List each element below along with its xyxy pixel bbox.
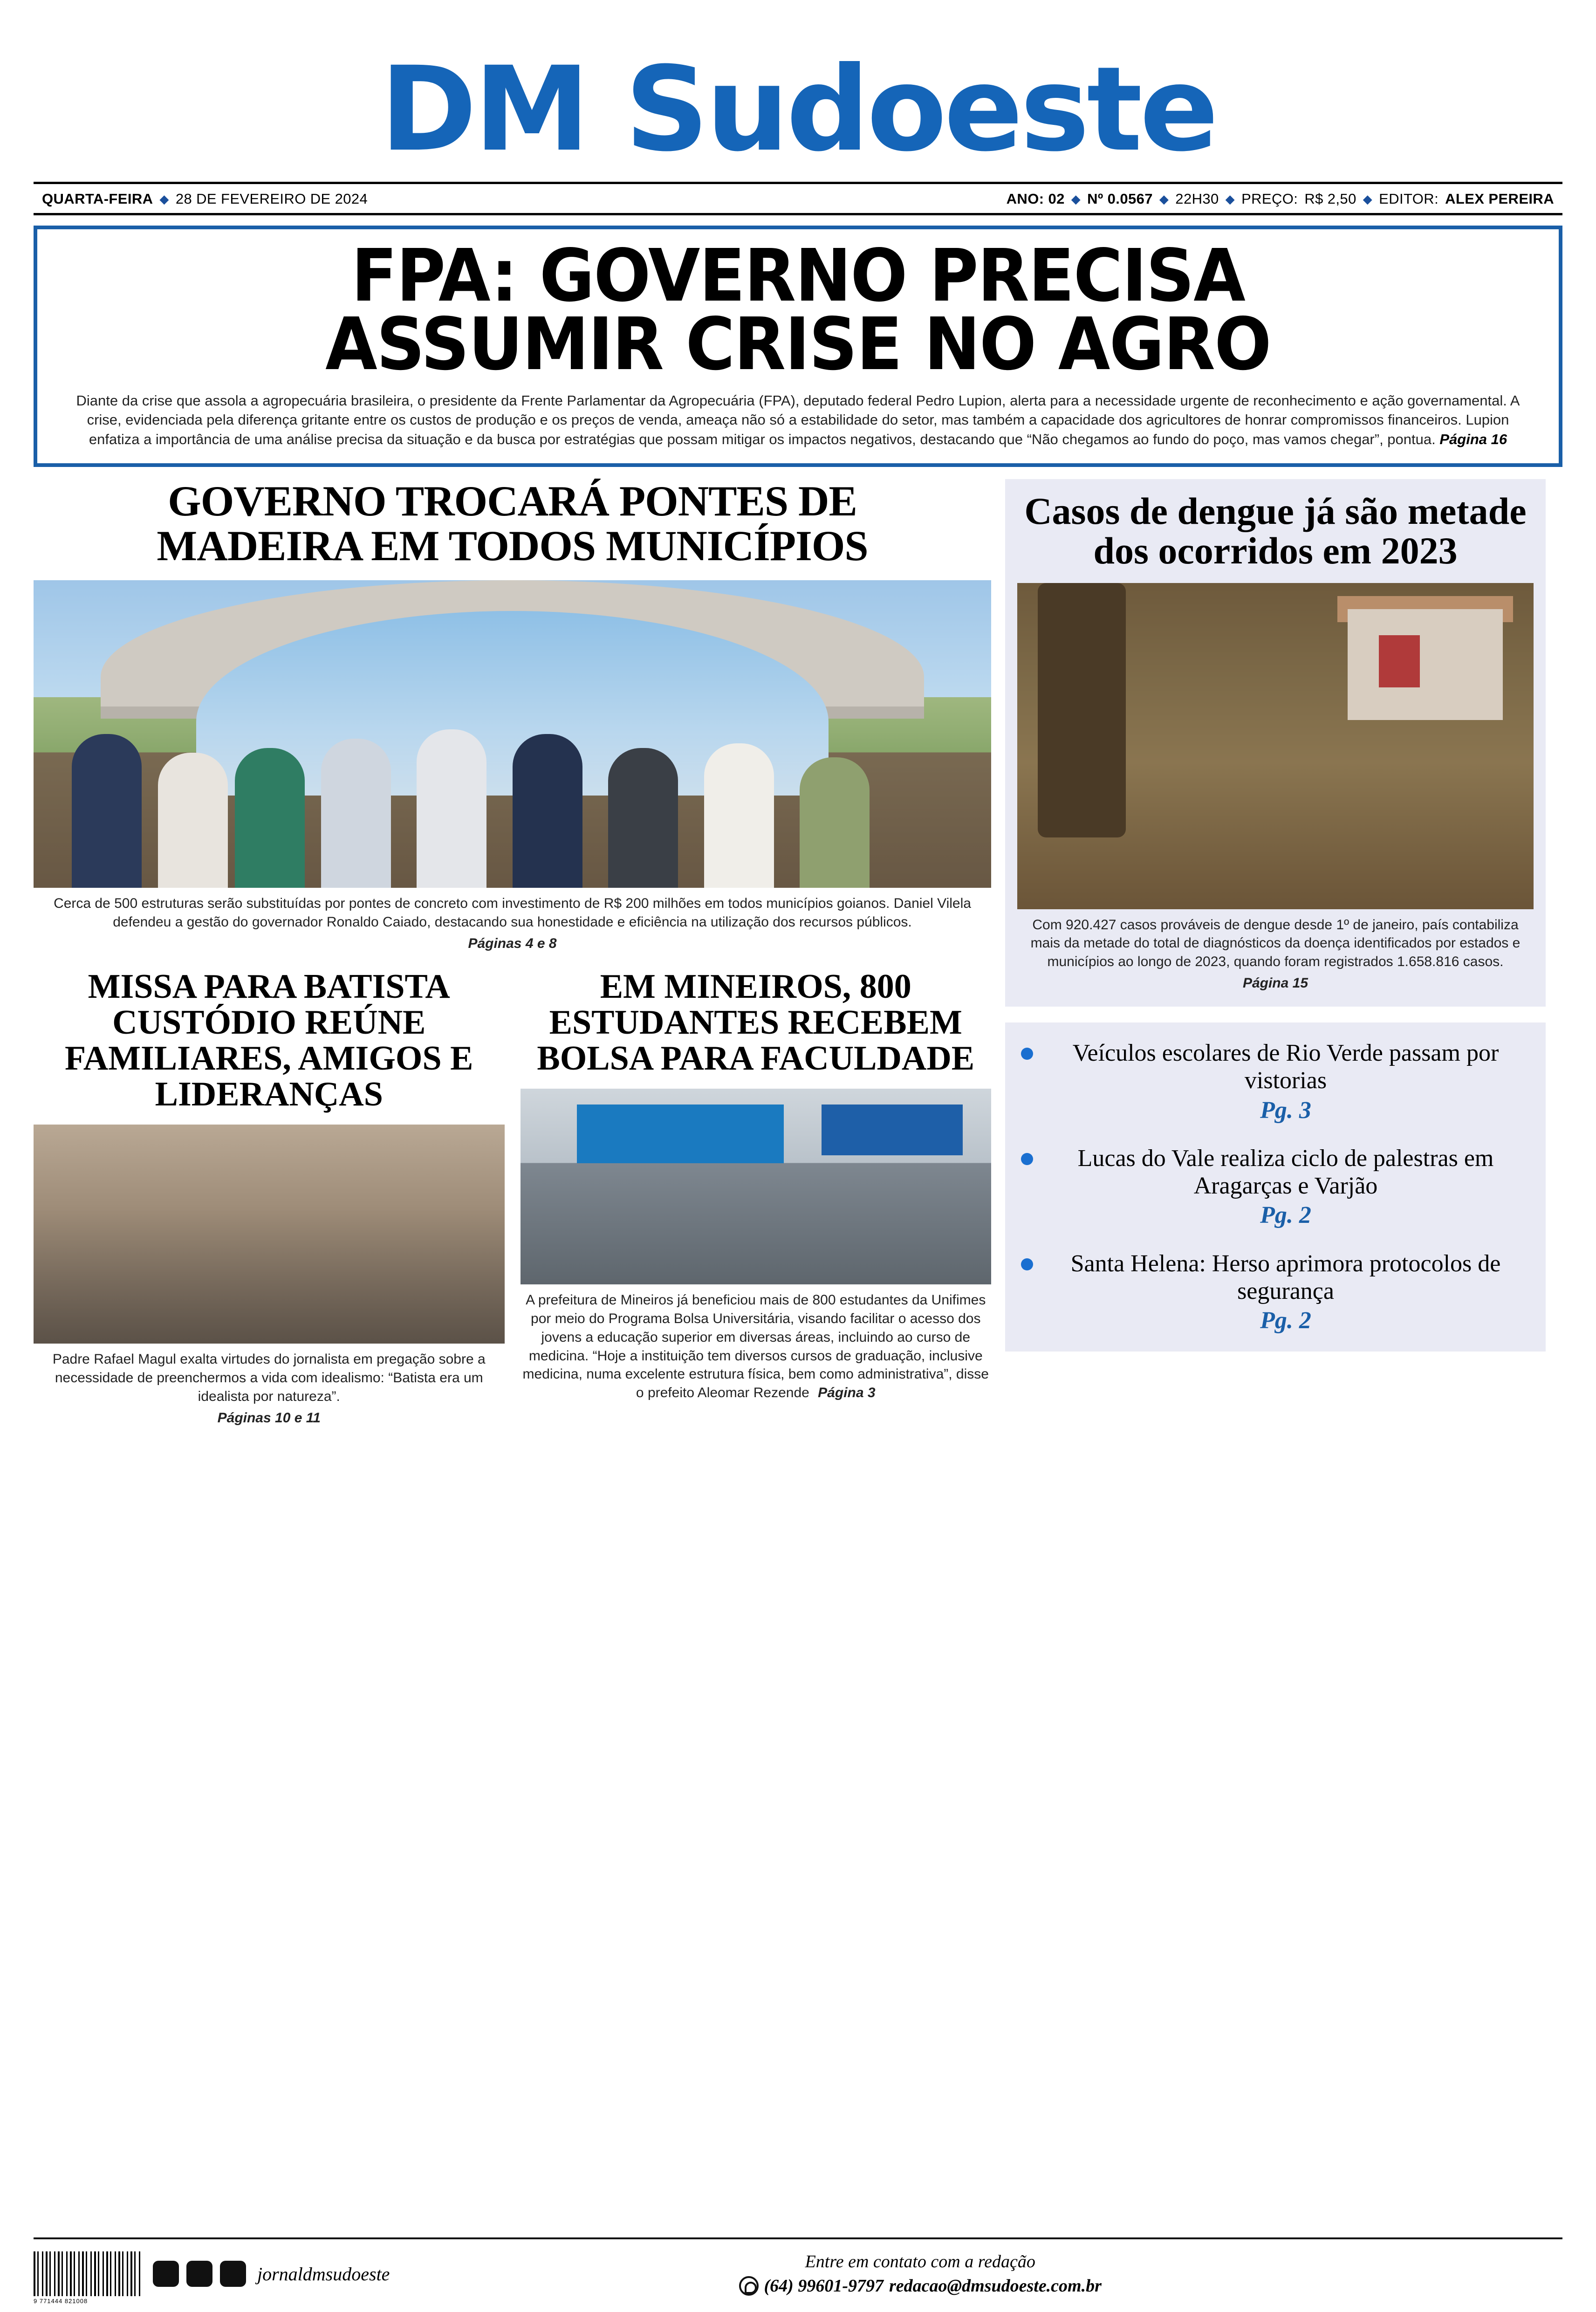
mineiros-page-ref: Página 3 — [818, 1385, 876, 1401]
dengue-page-ref: Página 15 — [1242, 975, 1308, 991]
person-3 — [235, 748, 305, 888]
brief-3-text-wrap — [1041, 1250, 1530, 1335]
diamond-icon: ◆ — [159, 192, 169, 206]
price-value: R$ 2,50 — [1304, 191, 1356, 207]
instagram-icon[interactable] — [186, 2261, 212, 2287]
social-links[interactable] — [153, 2261, 390, 2287]
lead-story-box — [34, 226, 1562, 467]
person-6 — [513, 734, 582, 888]
contact-phone[interactable]: (64) 99601-9797 — [764, 2276, 884, 2296]
diamond-icon-4: ◆ — [1225, 192, 1235, 206]
house-wall-shape — [1348, 609, 1502, 720]
left-sub-grid — [34, 969, 991, 1427]
facebook-icon[interactable] — [153, 2261, 179, 2287]
whatsapp-icon — [739, 2276, 759, 2296]
bullet-icon-2 — [1021, 1153, 1033, 1165]
brief-1-text: Veículos escolares de Rio Verde passam por vistorias — [1072, 1040, 1499, 1094]
person-9 — [800, 757, 870, 888]
mineiros-story-title: EM MINEIROS, 800 ESTUDANTES RECEBEM BOLSA PARA FACULDADE — [537, 967, 975, 1077]
bridge-crowd-shape — [34, 728, 991, 888]
missa-caption-text: Padre Rafael Magul exalta virtudes do jornalista em pregação sobre a necessidade de preenchermos a vida com idealismo: “Batista era um idealista por natureza”. — [52, 1351, 486, 1404]
price-caption: PREÇO: — [1241, 191, 1298, 207]
brief-3-page-ref: Pg. 2 — [1260, 1307, 1311, 1334]
lead-page-ref: Página 16 — [1439, 431, 1507, 448]
lead-headline-line-2: ASSUMIR CRISE NO AGRO — [325, 302, 1271, 387]
mineiros-photo — [521, 1089, 992, 1284]
masthead-title-bold: DM — [380, 41, 588, 177]
weekday-label: QUARTA-FEIRA — [42, 191, 153, 207]
person-2 — [158, 753, 228, 888]
info-bar — [34, 182, 1562, 215]
editor-name: ALEX PEREIRA — [1445, 191, 1554, 207]
person-4 — [321, 739, 391, 888]
brief-3-text: Santa Helena: Herso aprimora protocolos de segurança — [1070, 1250, 1501, 1304]
event-banner-shape — [822, 1105, 963, 1155]
person-5 — [417, 729, 486, 888]
date-label: 28 DE FEVEREIRO DE 2024 — [175, 191, 368, 207]
twitter-icon[interactable] — [220, 2261, 246, 2287]
issue-label: Nº 0.0567 — [1087, 191, 1153, 207]
editor-caption: EDITOR: — [1379, 191, 1439, 207]
bridges-story-title: GOVERNO TROCARÁ PONTES DE MADEIRA EM TODOS MUNICÍPIOS — [157, 477, 868, 569]
bullet-icon-3 — [1021, 1258, 1033, 1270]
right-column — [1005, 479, 1546, 1427]
bullet-icon — [1021, 1048, 1033, 1060]
brief-1-page-ref: Pg. 3 — [1260, 1097, 1311, 1124]
house-window-shape — [1379, 635, 1420, 687]
brief-1-text-wrap — [1041, 1039, 1530, 1124]
year-label: ANO: 02 — [1006, 191, 1065, 207]
brief-2-text: Lucas do Vale realiza ciclo de palestras em Aragarças e Varjão — [1077, 1145, 1494, 1200]
person-1 — [72, 734, 142, 888]
diamond-icon-3: ◆ — [1159, 192, 1169, 206]
page-footer — [34, 2237, 1562, 2305]
masthead — [34, 19, 1562, 177]
footer-contact — [739, 2251, 1102, 2296]
missa-congregation-shape — [34, 1207, 505, 1343]
masthead-title — [34, 41, 1562, 177]
contact-heading: Entre em contato com a redação — [805, 2252, 1035, 2271]
social-handle: jornaldmsudoeste — [257, 2263, 390, 2285]
missa-page-ref: Páginas 10 e 11 — [217, 1410, 321, 1426]
brief-item-3[interactable] — [1021, 1250, 1530, 1335]
left-column — [34, 479, 991, 1427]
tree-shape — [1038, 583, 1125, 837]
diamond-icon-5: ◆ — [1363, 192, 1373, 206]
brief-item-2[interactable] — [1021, 1145, 1530, 1229]
missa-story — [34, 969, 505, 1427]
contact-email[interactable]: redacao@dmsudoeste.com.br — [889, 2276, 1102, 2296]
projection-screen-shape — [577, 1105, 784, 1163]
missa-photo — [34, 1125, 505, 1344]
bridges-caption-text: Cerca de 500 estruturas serão substituídas por pontes de concreto com investimento de R$ 200 milhões em todos municípios goianos. Daniel Vilela defendeu a gestão do governador Ronaldo Caiado, destacando sua honestidade e eficiência na utilização dos recursos públicos. — [54, 896, 971, 930]
dengue-caption-text: Com 920.427 casos prováveis de dengue desde 1º de janeiro, país contabiliza mais da metade do total de diagnósticos da doença identificados por estados e municípios ao longo de 2023, quando foram registrados 1.658.816 casos. — [1030, 917, 1521, 970]
brief-item-1[interactable] — [1021, 1039, 1530, 1124]
footer-left — [34, 2251, 390, 2305]
brief-2-page-ref: Pg. 2 — [1260, 1202, 1311, 1229]
bridges-photo — [34, 580, 991, 888]
lead-headline-line-1: FPA: GOVERNO PRECISA — [351, 233, 1245, 318]
briefs-panel — [1005, 1022, 1546, 1351]
bridges-caption — [34, 894, 991, 953]
missa-caption — [34, 1350, 505, 1427]
lead-summary-text: Diante da crise que assola a agropecuária brasileira, o presidente da Frente Parlamentar da Agropecuária (FPA), deputado federal Pedro Lupion, alerta para a necessidade urgente de reconhecimento e ação governamental. A crise, evidenciada pela diferença gritante entre os custos de produção e os preços de venda, ameaça não só a estabilidade do setor, mas também a capacidade dos agricultores de honrar compromissos financeiros. Lupion enfatiza a importância de uma análise precisa da situação e da busca por estratégias que possam mitigar os impactos negativos, destacando que “Não chegamos ao fundo do poço, mas vamos chegar”, pontua. — [76, 392, 1520, 448]
mineiros-caption — [521, 1291, 992, 1402]
person-8 — [704, 743, 774, 888]
mineiros-caption-text: A prefeitura de Mineiros já beneficiou mais de 800 estudantes da Unifimes por meio do Programa Bolsa Universitária, visando facilitar o acesso dos jovens a educação superior em diversas áreas, incluindo ao curso de medicina. “Hoje a instituição tem diversos cursos de graduação, inclusive medicina, numa excelente estrutura física, bem como administrativa”, disse o prefeito Aleomar Rezende — [522, 1292, 989, 1401]
bridges-page-ref: Páginas 4 e 8 — [468, 936, 557, 952]
mineiros-story — [521, 969, 992, 1427]
dengue-caption — [1017, 916, 1534, 993]
brief-2-text-wrap — [1041, 1145, 1530, 1229]
dengue-panel — [1005, 479, 1546, 1007]
masthead-title-light: Sudoeste — [625, 41, 1216, 177]
lead-summary — [53, 391, 1543, 450]
barcode — [34, 2251, 141, 2305]
diamond-icon-2: ◆ — [1071, 192, 1081, 206]
contact-details — [739, 2276, 1102, 2296]
dengue-photo — [1017, 583, 1534, 909]
missa-story-title: MISSA PARA BATISTA CUSTÓDIO REÚNE FAMILIARES, AMIGOS E LIDERANÇAS — [65, 967, 473, 1113]
time-label: 22H30 — [1175, 191, 1219, 207]
dengue-title: Casos de dengue já são metade dos ocorridos em 2023 — [1024, 490, 1527, 572]
barcode-number: 9 771444 821008 — [34, 2298, 88, 2305]
content-grid — [34, 479, 1562, 1427]
person-7 — [608, 748, 678, 888]
